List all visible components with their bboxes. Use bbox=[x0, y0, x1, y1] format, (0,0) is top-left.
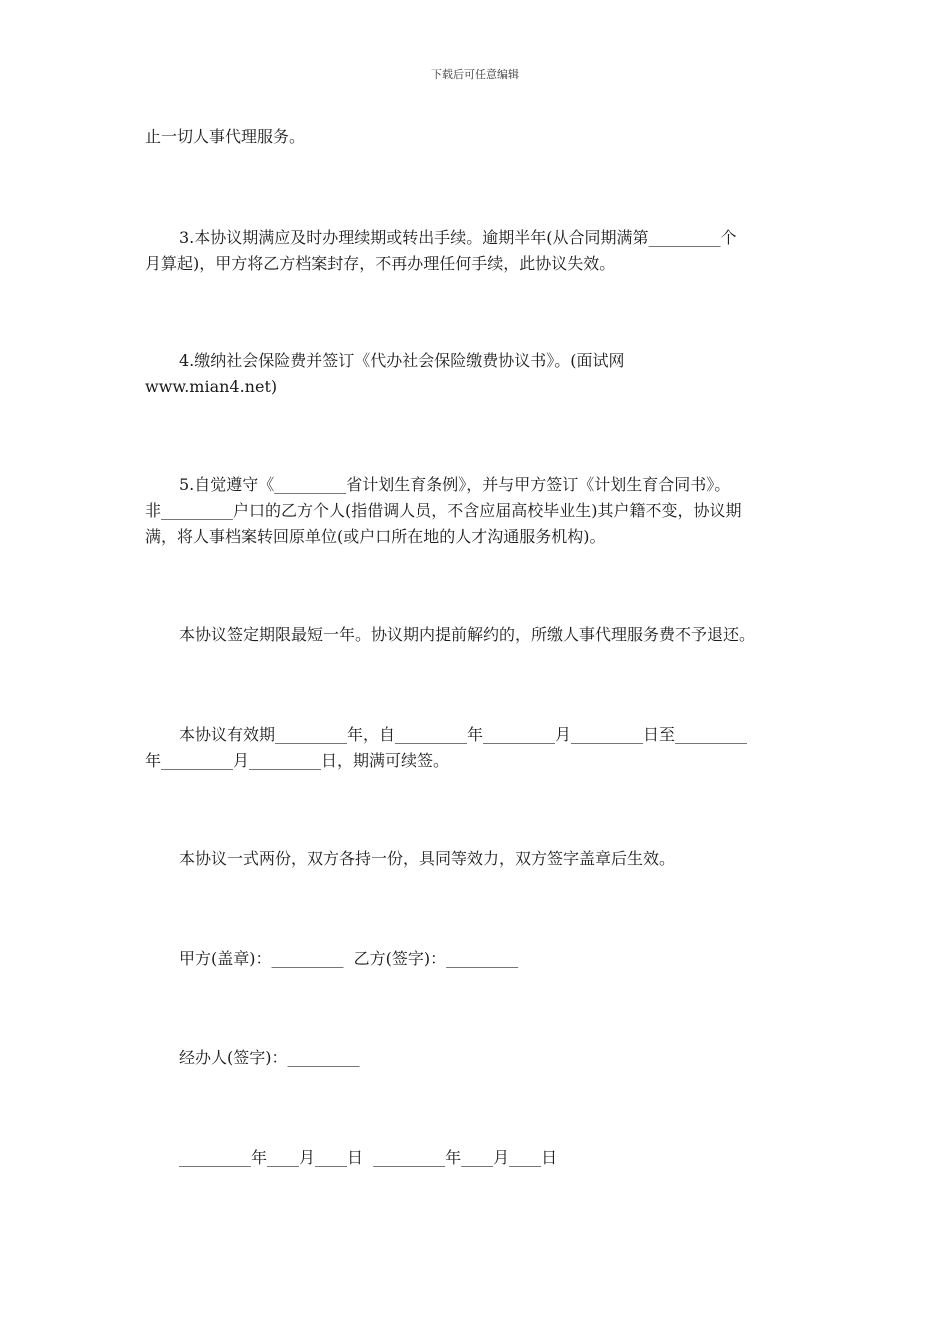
clause-5-line-2: 非_________户口的乙方个人(指借调人员，不含应届高校毕业生)其户籍不变，协议期 bbox=[145, 501, 742, 520]
text-line-service-end: 止一切人事代理服务。 bbox=[145, 127, 306, 146]
validity-clause-line-1: 本协议有效期_________年，自_________年_________月_________日至_________ bbox=[179, 725, 748, 744]
clause-4-line-2: www.mian4.net) bbox=[145, 377, 278, 396]
term-clause: 本协议签定期限最短一年。协议期内提前解约的，所缴人事代理服务费不予退还。 bbox=[179, 625, 756, 644]
copies-clause: 本协议一式两份，双方各持一份，具同等效力，双方签字盖章后生效。 bbox=[179, 849, 676, 868]
signature-handler: 经办人(签字)：_________ bbox=[179, 1048, 360, 1067]
clause-3-line-1: 3.本协议期满应及时办理续期或转出手续。逾期半年(从合同期满第_________个 bbox=[179, 228, 737, 247]
clause-5-line-1: 5.自觉遵守《_________省计划生育条例》，并与甲方签订《计划生育合同书》。 bbox=[179, 475, 731, 494]
page-header-note: 下载后可任意编辑 bbox=[431, 68, 519, 81]
clause-5-line-3: 满，将人事档案转回原单位(或户口所在地的人才沟通服务机构)。 bbox=[145, 527, 606, 546]
signature-parties: 甲方(盖章)：_________ 乙方(签字)：_________ bbox=[179, 949, 519, 968]
signature-dates: _________年____月____日 _________年____月____日 bbox=[179, 1148, 558, 1167]
clause-4-line-1: 4.缴纳社会保险费并签订《代办社会保险缴费协议书》。(面试网 bbox=[179, 351, 625, 370]
clause-3-line-2: 月算起)，甲方将乙方档案封存，不再办理任何手续，此协议失效。 bbox=[145, 254, 616, 273]
validity-clause-line-2: 年_________月_________日，期满可续签。 bbox=[145, 751, 450, 770]
